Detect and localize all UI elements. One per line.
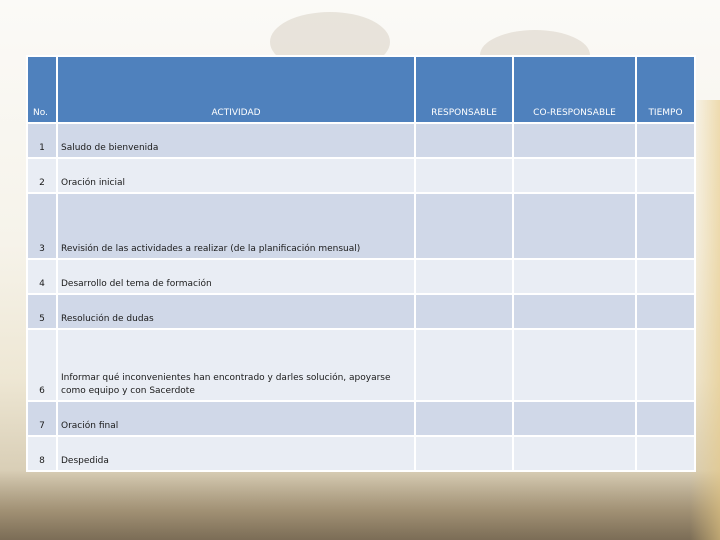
cell-actividad[interactable]: Informar qué inconvenientes han encontrado y darles solución, apoyarse como equipo y con Sacerdote bbox=[57, 329, 415, 401]
cell-no: 7 bbox=[27, 401, 57, 436]
cell-coresponsable[interactable] bbox=[513, 436, 636, 471]
cell-coresponsable[interactable] bbox=[513, 123, 636, 158]
table-row bbox=[27, 294, 695, 329]
cell-no: 2 bbox=[27, 158, 57, 193]
cell-responsable[interactable] bbox=[415, 329, 513, 401]
table-row bbox=[27, 329, 695, 401]
cell-tiempo[interactable] bbox=[636, 436, 695, 471]
cell-responsable[interactable] bbox=[415, 436, 513, 471]
cell-responsable[interactable] bbox=[415, 158, 513, 193]
cell-tiempo[interactable] bbox=[636, 401, 695, 436]
table-row bbox=[27, 436, 695, 471]
cell-actividad[interactable]: Oración inicial bbox=[57, 158, 415, 193]
cell-no: 5 bbox=[27, 294, 57, 329]
cell-tiempo[interactable] bbox=[636, 158, 695, 193]
cell-tiempo[interactable] bbox=[636, 294, 695, 329]
cell-tiempo[interactable] bbox=[636, 193, 695, 259]
cell-responsable[interactable] bbox=[415, 193, 513, 259]
cell-coresponsable[interactable] bbox=[513, 329, 636, 401]
background-ground bbox=[0, 470, 720, 540]
cell-coresponsable[interactable] bbox=[513, 401, 636, 436]
table-row bbox=[27, 158, 695, 193]
cell-actividad[interactable]: Oración final bbox=[57, 401, 415, 436]
cell-actividad[interactable]: Revisión de las actividades a realizar (de la planificación mensual) bbox=[57, 193, 415, 259]
table-row bbox=[27, 123, 695, 158]
cell-no: 4 bbox=[27, 259, 57, 294]
cell-tiempo[interactable] bbox=[636, 123, 695, 158]
cell-coresponsable[interactable] bbox=[513, 294, 636, 329]
header-no: No. bbox=[27, 56, 57, 123]
header-actividad: ACTIVIDAD bbox=[57, 56, 415, 123]
cell-actividad[interactable]: Despedida bbox=[57, 436, 415, 471]
cell-actividad[interactable]: Resolución de dudas bbox=[57, 294, 415, 329]
table-row bbox=[27, 401, 695, 436]
cell-coresponsable[interactable] bbox=[513, 158, 636, 193]
table-header-row bbox=[27, 56, 695, 123]
cell-coresponsable[interactable] bbox=[513, 259, 636, 294]
cell-responsable[interactable] bbox=[415, 123, 513, 158]
cell-responsable[interactable] bbox=[415, 259, 513, 294]
cell-responsable[interactable] bbox=[415, 294, 513, 329]
header-tiempo: TIEMPO bbox=[636, 56, 695, 123]
cell-actividad[interactable]: Saludo de bienvenida bbox=[57, 123, 415, 158]
cell-tiempo[interactable] bbox=[636, 329, 695, 401]
header-responsable: RESPONSABLE bbox=[415, 56, 513, 123]
cell-actividad[interactable]: Desarrollo del tema de formación bbox=[57, 259, 415, 294]
cell-no: 8 bbox=[27, 436, 57, 471]
table-row bbox=[27, 259, 695, 294]
cell-coresponsable[interactable] bbox=[513, 193, 636, 259]
header-coresponsable: CO-RESPONSABLE bbox=[513, 56, 636, 123]
cell-responsable[interactable] bbox=[415, 401, 513, 436]
table-row bbox=[27, 193, 695, 259]
cell-no: 6 bbox=[27, 329, 57, 401]
cell-tiempo[interactable] bbox=[636, 259, 695, 294]
cell-no: 3 bbox=[27, 193, 57, 259]
cell-no: 1 bbox=[27, 123, 57, 158]
activities-table bbox=[26, 55, 696, 472]
